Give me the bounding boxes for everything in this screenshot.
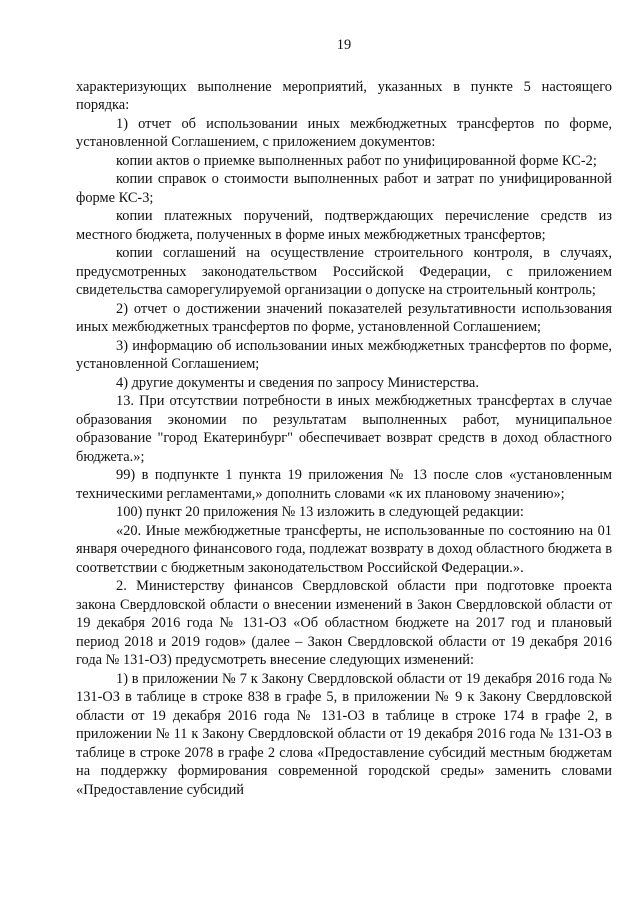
paragraph: 3) информацию об использовании иных межбюджетных трансфертов по форме, установленной Соглашением;: [76, 337, 612, 372]
paragraph: 1) отчет об использовании иных межбюджетных трансфертов по форме, установленной Соглашением, с приложением документов:: [76, 115, 612, 150]
paragraph: копии актов о приемке выполненных работ по унифицированной форме КС-2;: [116, 152, 597, 169]
paragraph: 99) в подпункте 1 пункта 19 приложения № 13 после слов «установленным техническими регламентами,» дополнить словами «к их плановому значению»;: [76, 467, 612, 502]
paragraph: копии справок о стоимости выполненных работ и затрат по унифицированной форме КС-3;: [76, 171, 612, 206]
paragraph: копии соглашений на осуществление строительного контроля, в случаях, предусмотренных законодательством Российской Федерации, с приложением свидетельства саморегулируемой организации о допуске на строительный контроль;: [76, 245, 612, 298]
paragraph: 4) другие документы и сведения по запросу Министерства.: [116, 374, 479, 391]
paragraph: 100) пункт 20 приложения № 13 изложить в следующей редакции:: [116, 504, 524, 520]
paragraph: копии платежных поручений, подтверждающих перечисление средств из местного бюджета, полученных в форме иных межбюджетных трансфертов;: [76, 208, 612, 243]
paragraph: характеризующих выполнение мероприятий, указанных в пункте 5 настоящего порядка:: [76, 78, 612, 113]
paragraph: 13. При отсутствии потребности в иных межбюджетных трансфертах в случае образования экономии по результатам выполненных работ, муниципальное образование "город Екатеринбург" обеспечивает возврат средств в доход областного бюджета.»;: [76, 393, 612, 465]
paragraph: 2) отчет о достижении значений показателей результативности использования иных межбюджетных трансфертов по форме, установленной Соглашением;: [76, 300, 612, 335]
paragraph: 2. Министерству финансов Свердловской области при подготовке проекта закона Свердловской области о внесении изменений в Закон Свердловской области от 19 декабря 2016 года № 131-ОЗ «Об областном бюджете на 2017 год и плановый период 2018 и 2019 годов» (далее – Закон Свердловской области от 19 декабря 2016 года № 131-ОЗ) предусмотреть внесение следующих изменений:: [76, 578, 612, 668]
paragraph: 1) в приложении № 7 к Закону Свердловской области от 19 декабря 2016 года № 131-ОЗ в таблице в строке 838 в графе 5, в приложении № 9 к Закону Свердловской области от 19 декабря 2016 года № 131-ОЗ в таблице в строке 174 в графе 2, в приложении № 11 к Закону Свердловской области от 19 декабря 2016 года № 131-ОЗ в таблице в строке 2078 в графе 2 слова «Предоставление субсидий местным бюджетам на поддержку формирования современной городской среды» заменить словами «Предоставление субсидий: [76, 670, 612, 798]
body-text: [76, 78, 612, 800]
page-number: 19: [336, 37, 352, 53]
paragraph: «20. Иные межбюджетные трансферты, не использованные по состоянию на 01 января очередного финансового года, подлежат возврату в доход областного бюджета в соответствии с бюджетным законодательством Российской Федерации.».: [76, 522, 612, 576]
